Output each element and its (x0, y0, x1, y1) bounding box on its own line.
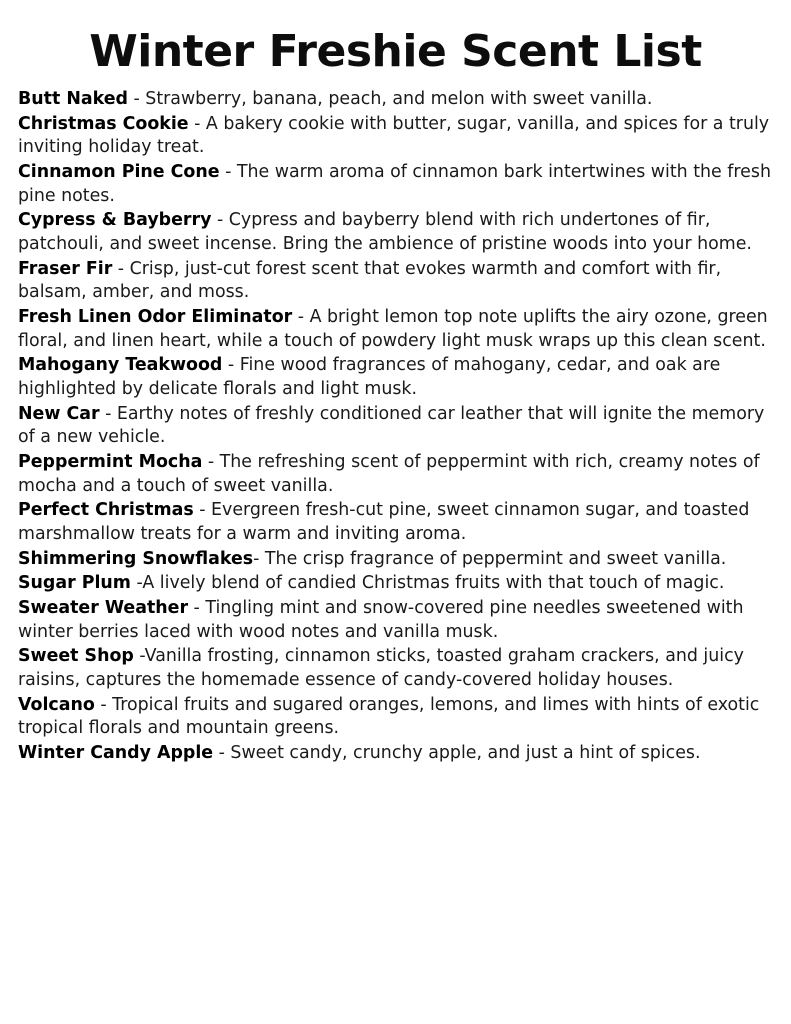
scent-list (18, 88, 773, 766)
page-title: Winter Freshie Scent List (89, 26, 702, 77)
scent-name: Winter Candy Apple (18, 743, 214, 764)
scent-description: - The crisp fragrance of peppermint and sweet vanilla. (253, 548, 727, 569)
scent-description: - Sweet candy, crunchy apple, and just a hint of spices. (213, 743, 701, 764)
scent-name: Christmas Cookie (18, 113, 189, 134)
scent-description: - Fine wood fragrances of mahogany, cedar, and oak are highlighted by delicate florals and light musk. (18, 355, 721, 400)
list-item (18, 306, 773, 353)
scent-name: Shimmering Snowflakes (18, 548, 254, 569)
list-item (18, 499, 773, 546)
list-item (18, 161, 773, 208)
list-item (18, 451, 773, 498)
scent-description: - A bright lemon top note uplifts the airy ozone, green floral, and linen heart, while a touch of powdery light musk wraps up this clean scent. (18, 307, 768, 351)
scent-description: - The warm aroma of cinnamon bark intertwines with the fresh pine notes. (18, 162, 771, 206)
scent-description: - Earthy notes of freshly conditioned car leather that will ignite the memory of a new vehicle. (18, 403, 765, 448)
scent-name: Mahogany Teakwood (18, 355, 223, 376)
scent-name: Cypress & Bayberry (18, 210, 212, 231)
scent-description: -Vanilla frosting, cinnamon sticks, toasted graham crackers, and juicy raisins, captures the homemade essence of candy-covered holiday houses. (18, 646, 744, 691)
scent-name: Butt Naked (18, 89, 128, 109)
list-item (18, 209, 773, 256)
list-item (18, 113, 773, 160)
scent-description: - Tropical fruits and sugared oranges, lemons, and limes with hints of exotic tropical florals and mountain greens. (18, 694, 760, 739)
list-item (18, 572, 773, 596)
list-item (18, 403, 773, 450)
list-item (18, 548, 773, 572)
list-item (18, 88, 773, 112)
list-item (18, 258, 773, 305)
scent-name: Fresh Linen Odor Eliminator (18, 307, 293, 328)
list-item (18, 354, 773, 401)
scent-description: - A bakery cookie with butter, sugar, vanilla, and spices for a truly inviting holiday treat. (18, 113, 770, 158)
scent-name: Cinnamon Pine Cone (18, 162, 220, 183)
list-item (18, 645, 773, 692)
scent-name: Perfect Christmas (18, 500, 194, 521)
list-item (18, 694, 773, 741)
list-item (18, 597, 773, 644)
scent-description: - Evergreen fresh-cut pine, sweet cinnamon sugar, and toasted marshmallow treats for a warm and inviting aroma. (18, 500, 750, 545)
scent-description: - Tingling mint and snow-covered pine needles sweetened with winter berries laced with wood notes and vanilla musk. (18, 598, 744, 642)
scent-name: Sweater Weather (18, 598, 189, 619)
scent-name: Peppermint Mocha (18, 452, 203, 473)
scent-name: Sweet Shop (18, 646, 134, 667)
scent-description: - Cypress and bayberry blend with rich undertones of fir, patchouli, and sweet incense. Bring the ambience of pristine woods into your home. (18, 210, 752, 255)
scent-description: -A lively blend of candied Christmas fruits with that touch of magic. (130, 573, 725, 594)
scent-description: - Crisp, just-cut forest scent that evokes warmth and comfort with fir, balsam, amber, and moss. (18, 258, 722, 303)
scent-description: - Strawberry, banana, peach, and melon with sweet vanilla. (127, 89, 653, 109)
list-item (18, 742, 773, 766)
scent-name: Fraser Fir (18, 258, 113, 279)
scent-name: Sugar Plum (18, 573, 131, 594)
scent-description: - The refreshing scent of peppermint with rich, creamy notes of mocha and a touch of sweet vanilla. (18, 452, 760, 496)
scent-name: Volcano (18, 694, 95, 715)
scent-name: New Car (18, 403, 100, 424)
